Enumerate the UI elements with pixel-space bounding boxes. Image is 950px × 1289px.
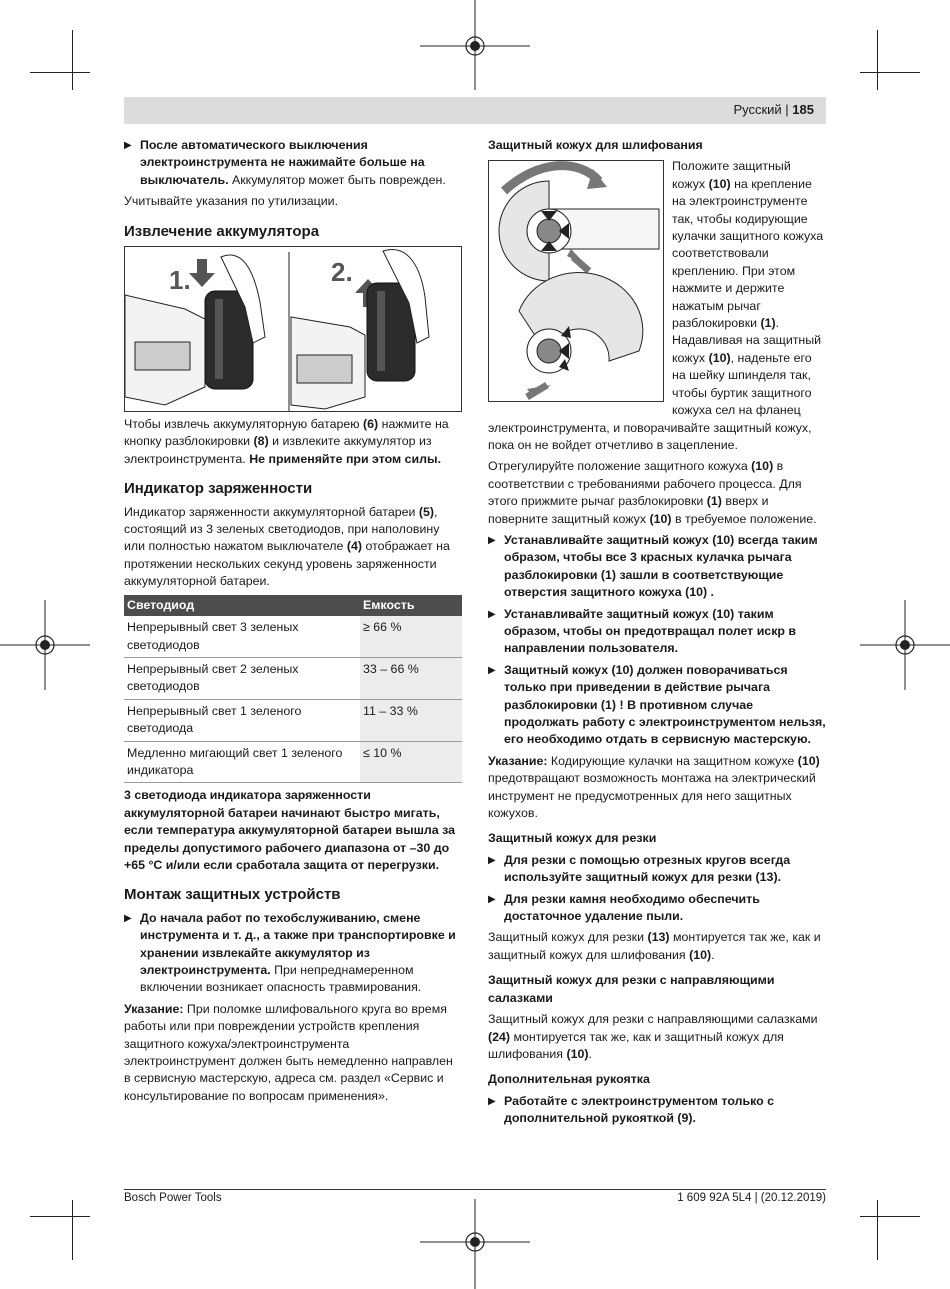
table-header-led: Светодиод bbox=[124, 595, 360, 616]
figure-guard-mounting bbox=[488, 160, 664, 402]
heading-remove-battery: Извлечение аккумулятора bbox=[124, 222, 320, 240]
left-column bbox=[124, 137, 462, 1109]
heading-mount-guards: Монтаж защитных устройств bbox=[124, 886, 341, 904]
table-row: Медленно мигающий свет 1 зеленого индикатора ≤ 10 % bbox=[124, 741, 462, 783]
footer-brand: Bosch Power Tools bbox=[124, 1192, 222, 1204]
bullet-guard-rotation: ▶ Защитный кожух (10) должен поворачиваться только при приведении в действие рычага разблокировки (1) ! В противном случае продолжать работу с электроинструментом нельзя, его необходимо отдать в сервисную мастерскую. bbox=[488, 662, 826, 749]
header-text: Русский | 185 bbox=[733, 102, 814, 117]
crop-mark bbox=[30, 1216, 90, 1217]
bullet-guard-cams: ▶ Устанавливайте защитный кожух (10) всегда таким образом, чтобы все 3 красных кулачка рычага разблокировки (1) зашли в соответствующие отверстия защитного кожуха (10) . bbox=[488, 532, 826, 602]
guard-mounting-instructions: Положите защитный кожух (10) на крепление на электроинструменте так, чтобы кодирующие кулачки защитного кожуха соответствовали креплению. При этом нажмите и держите нажатым рычаг разблокировки (1). Надавливая на защитный кожух (10), наденьте его на шейку шпинделя так, чтобы буртик защитного кожуха сел на фланец электроинструмента, и поворачивайте защитный кожух, пока он не войдет отчетливо в зацепление. bbox=[488, 159, 824, 452]
crop-mark bbox=[860, 72, 920, 73]
heading-grinding-guard: Защитный кожух для шлифования bbox=[488, 138, 703, 152]
heading-cutting-guard: Защитный кожух для резки bbox=[488, 831, 657, 846]
registration-mark-left bbox=[0, 600, 90, 690]
bullet-dust-extraction: ▶ Для резки камня необходимо обеспечить достаточное удаление пыли. bbox=[488, 891, 826, 926]
crop-mark bbox=[877, 1200, 878, 1260]
crop-mark bbox=[877, 30, 878, 90]
guard-mounting-illustration bbox=[489, 161, 663, 401]
registration-mark-bottom bbox=[420, 1199, 530, 1289]
bullet-remove-battery-before-maintenance: ▶ До начала работ по техобслуживанию, смене инструмента и т. д., а также при транспортировке и хранении извлекайте аккумулятор из электроинструмента. При непреднамеренном включении возникает опасность травмирования. bbox=[124, 910, 462, 997]
heading-charge-indicator: Индикатор заряженности bbox=[124, 480, 313, 498]
bullet-auxiliary-handle: ▶ Работайте с электроинструментом только с дополнительной рукояткой (9). bbox=[488, 1093, 826, 1128]
guard-adjust-instructions: Отрегулируйте положение защитного кожуха (10) в соответствии с требованиями рабочего процесса. Для этого прижмите рычаг разблокировки (1) вверх и поверните защитный кожух (10) в требуемое положение. bbox=[488, 459, 817, 526]
crop-mark bbox=[30, 72, 90, 73]
page-number: 185 bbox=[792, 102, 814, 117]
crop-mark bbox=[860, 1216, 920, 1217]
bullet-guard-sparks: ▶ Устанавливайте защитный кожух (10) таким образом, чтобы он предотвращал полет искр в направлении пользователя. bbox=[488, 606, 826, 658]
registration-mark-right bbox=[860, 600, 950, 690]
footer-doc-number: 1 609 92A 5L4 | (20.12.2019) bbox=[677, 1192, 826, 1204]
page-header bbox=[124, 97, 826, 124]
heading-cutting-guard-rails: Защитный кожух для резки с направляющими салазками bbox=[488, 973, 775, 1005]
header-language: Русский bbox=[733, 102, 782, 117]
crop-mark bbox=[72, 30, 73, 90]
step-2-label: 2. bbox=[331, 257, 353, 288]
table-row: Непрерывный свет 2 зеленых светодиодов 33 – 66 % bbox=[124, 657, 462, 699]
step-1-label: 1. bbox=[169, 265, 191, 296]
temperature-warning: 3 светодиода индикатора заряженности аккумуляторной батареи начинают быстро мигать, если температура аккумуляторной батареи вышла за пределы допустимого рабочего диапазона от –30 до +65 °C и/или если сработала защита от перегрузки. bbox=[124, 788, 456, 872]
remove-instructions: Чтобы извлечь аккумуляторную батарею (6) нажмите на кнопку разблокировки (8) и извлеките аккумулятор из электроинструмента. Не применяйте при этом силы. bbox=[124, 417, 449, 466]
bullet-cutting-guard: ▶ Для резки с помощью отрезных кругов всегда используйте защитный кожух для резки (13). bbox=[488, 852, 826, 887]
table-row: Непрерывный свет 1 зеленого светодиода 11 – 33 % bbox=[124, 699, 462, 741]
right-column bbox=[488, 137, 826, 1132]
battery-removal-illustration bbox=[125, 247, 461, 411]
bullet-auto-off: ▶ После автоматического выключения электроинструмента не нажимайте больше на выключатель. Аккумулятор может быть поврежден. bbox=[124, 137, 462, 189]
heading-auxiliary-handle: Дополнительная рукоятка bbox=[488, 1072, 650, 1087]
cutting-guard-mounting: Защитный кожух для резки (13) монтируется так же, как и защитный кожух для шлифования (10). bbox=[488, 930, 821, 962]
crop-mark bbox=[72, 1200, 73, 1260]
disposal-note: Учитывайте указания по утилизации. bbox=[124, 194, 339, 209]
figure-remove-battery bbox=[124, 246, 462, 412]
cutting-guard-rails-mounting: Защитный кожух для резки с направляющими салазками (24) монтируется так же, как и защитный кожух для шлифования (10). bbox=[488, 1012, 818, 1061]
indicator-description: Индикатор заряженности аккумуляторной батареи (5), состоящий из 3 зеленых светодиодов, при наполовину или полностью нажатом выключателе (4) отображает на протяжении нескольких секунд уровень заряженности аккумуляторной батареи. bbox=[124, 504, 450, 589]
registration-mark-top bbox=[420, 0, 530, 90]
table-header-capacity: Емкость bbox=[360, 595, 462, 616]
coding-cams-note: Указание: Кодирующие кулачки на защитном кожухе (10) предотвращают возможность монтажа на электрический инструмент не предусмотренных для него защитных кожухов. bbox=[488, 753, 820, 821]
footer-rule bbox=[124, 1189, 826, 1190]
service-note: Указание: При поломке шлифовального круга во время работы или при повреждении устройств крепления защитного кожуха/электроинструмента электроинструмент должен быть немедленно направлен в сервисную мастерскую, адреса см. раздел «Сервис и консультирование по вопросам применения». bbox=[124, 1001, 453, 1103]
led-capacity-table bbox=[124, 595, 462, 784]
table-row: Непрерывный свет 3 зеленых светодиодов ≥ 66 % bbox=[124, 616, 462, 657]
